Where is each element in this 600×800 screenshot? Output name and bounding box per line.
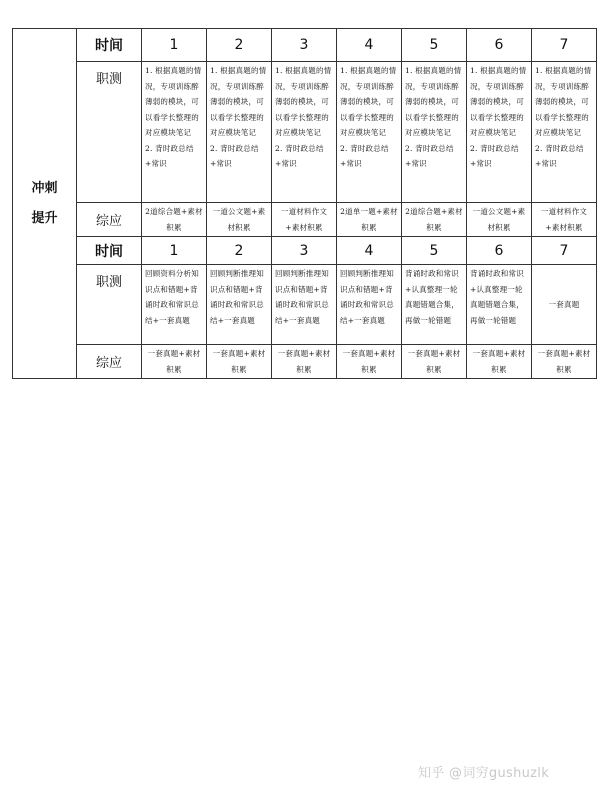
block1-zongying-day-7: 一道材料作文+素材积累 <box>532 203 597 237</box>
block2-zongying-day-2: 一套真题+素材积累 <box>207 345 272 379</box>
block2-zhice-label: 职测 <box>77 265 142 345</box>
block1-zhice-day-2: 1. 根据真题的情况，专项训练醉薄弱的模块，可以看学长整理的对应模块笔记 2. 背时政总结+常识 <box>207 62 272 203</box>
block2-zongying-day-6: 一套真题+素材积累 <box>467 345 532 379</box>
block1-zhice-label: 职测 <box>77 62 142 203</box>
block1-day-2: 2 <box>207 29 272 62</box>
block2-zongying-label: 综应 <box>77 345 142 379</box>
block1-zhice-day-5: 1. 根据真题的情况，专项训练醉薄弱的模块，可以看学长整理的对应模块笔记 2. 背时政总结+常识 <box>402 62 467 203</box>
block2-day-3: 3 <box>272 237 337 265</box>
block1-zhice-day-1: 1. 根据真题的情况，专项训练醉薄弱的模块，可以看学长整理的对应模块笔记 2. 背时政总结+常识 <box>142 62 207 203</box>
block1-zhice-row <box>13 62 597 203</box>
block2-zongying-day-4: 一套真题+素材积累 <box>337 345 402 379</box>
block1-day-7: 7 <box>532 29 597 62</box>
block2-zhice-day-2: 回顾判断推理知识点和错题+背诵时政和常识总结+一套真题 <box>207 265 272 345</box>
block1-day-6: 6 <box>467 29 532 62</box>
section-title-line2: 提升 <box>31 210 58 226</box>
block2-zhice-day-1: 回顾资料分析知识点和错题+背诵时政和常识总结+一套真题 <box>142 265 207 345</box>
block2-time-label: 时间 <box>77 237 142 265</box>
section-title-line1: 冲刺 <box>31 180 58 196</box>
block1-day-5: 5 <box>402 29 467 62</box>
block1-zhice-day-3: 1. 根据真题的情况，专项训练醉薄弱的模块，可以看学长整理的对应模块笔记 2. 背时政总结+常识 <box>272 62 337 203</box>
study-plan-table <box>12 28 597 379</box>
block1-day-1: 1 <box>142 29 207 62</box>
block1-zhice-day-7: 1. 根据真题的情况，专项训练醉薄弱的模块，可以看学长整理的对应模块笔记 2. 背时政总结+常识 <box>532 62 597 203</box>
block2-zongying-day-5: 一套真题+素材积累 <box>402 345 467 379</box>
block2-day-7: 7 <box>532 237 597 265</box>
block2-day-2: 2 <box>207 237 272 265</box>
block2-day-4: 4 <box>337 237 402 265</box>
watermark-text: 知乎 @词穷gushuzlk <box>418 766 550 781</box>
block1-zongying-day-1: 2道综合题+素材积累 <box>142 203 207 237</box>
block2-zhice-row <box>13 265 597 345</box>
block2-zhice-day-7: 一套真题 <box>532 265 597 345</box>
block1-day-4: 4 <box>337 29 402 62</box>
block2-zongying-row <box>13 345 597 379</box>
block1-zongying-day-5: 2道综合题+素材积累 <box>402 203 467 237</box>
block1-time-row <box>13 29 597 62</box>
block2-day-1: 1 <box>142 237 207 265</box>
block1-zongying-day-3: 一道材料作文+素材积累 <box>272 203 337 237</box>
block1-zhice-day-4: 1. 根据真题的情况，专项训练醉薄弱的模块，可以看学长整理的对应模块笔记 2. 背时政总结+常识 <box>337 62 402 203</box>
block2-zongying-day-3: 一套真题+素材积累 <box>272 345 337 379</box>
block1-time-label: 时间 <box>77 29 142 62</box>
block2-time-row <box>13 237 597 265</box>
block1-zongying-day-4: 2道单一题+素材积累 <box>337 203 402 237</box>
block1-day-3: 3 <box>272 29 337 62</box>
block2-zongying-day-1: 一套真题+素材积累 <box>142 345 207 379</box>
section-title-cell <box>13 29 77 379</box>
block2-zhice-day-6: 背诵时政和常识+认真整理一轮真题错题合集，再做一轮错题 <box>467 265 532 345</box>
block1-zongying-row <box>13 203 597 237</box>
block2-day-6: 6 <box>467 237 532 265</box>
block2-zhice-day-4: 回顾判断推理知识点和错题+背诵时政和常识总结+一套真题 <box>337 265 402 345</box>
block2-zhice-day-5: 背诵时政和常识+认真整理一轮真题错题合集，再做一轮错题 <box>402 265 467 345</box>
block1-zongying-day-2: 一道公文题+素材积累 <box>207 203 272 237</box>
block2-day-5: 5 <box>402 237 467 265</box>
block2-zongying-day-7: 一套真题+素材积累 <box>532 345 597 379</box>
block1-zhice-day-6: 1. 根据真题的情况，专项训练醉薄弱的模块，可以看学长整理的对应模块笔记 2. 背时政总结+常识 <box>467 62 532 203</box>
block2-zhice-day-3: 回顾判断推理知识点和错题+背诵时政和常识总结+一套真题 <box>272 265 337 345</box>
block1-zongying-label: 综应 <box>77 203 142 237</box>
block1-zongying-day-6: 一道公文题+素材积累 <box>467 203 532 237</box>
